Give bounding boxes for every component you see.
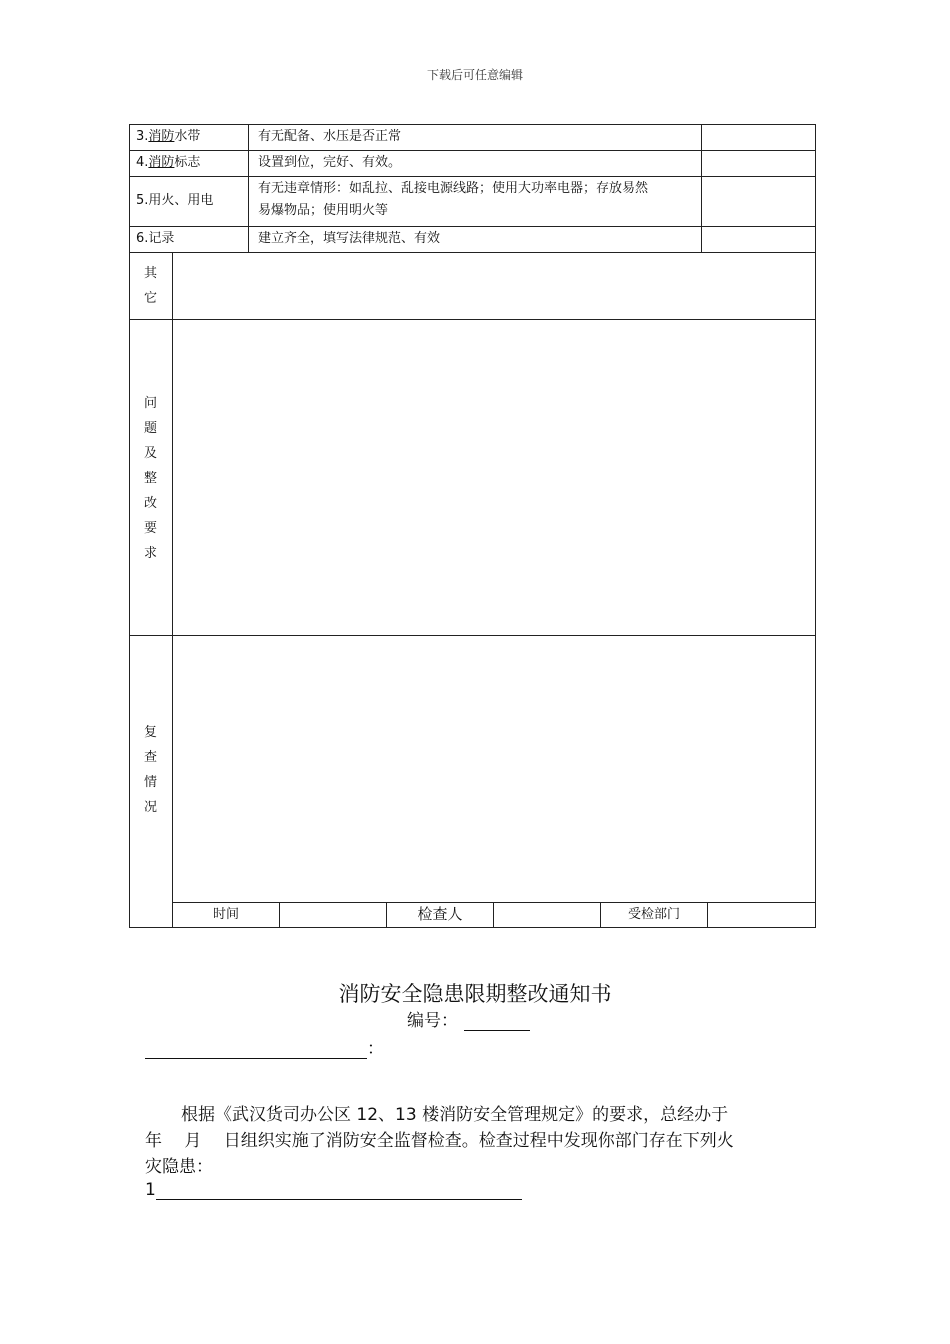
check-item [136,228,174,250]
issues-content-area[interactable] [173,320,815,635]
check-item [136,152,200,174]
check-item [136,190,213,212]
review-content-area[interactable] [173,636,815,902]
label-char: 其 [143,266,157,281]
hazard-item-blank[interactable] [156,1183,522,1200]
check-item-name: 记录 [148,231,175,246]
label-char: 整 [143,471,157,486]
hazard-item [145,1180,522,1200]
result-cell[interactable] [702,177,815,226]
label-char: 况 [143,800,157,815]
col-divider [248,124,249,252]
serial-number [407,1006,530,1031]
addressee-colon: ： [367,1039,384,1059]
department-field[interactable] [708,903,815,927]
label-char: 求 [143,546,157,561]
check-item-name: 水带 [174,129,201,144]
paragraph-line: 灾隐患： [145,1157,213,1177]
paragraph-line: 根据《武汉货司办公区 12、13 楼消防安全管理规定》的要求，总经办于 [181,1105,729,1125]
addressee-blank[interactable] [145,1042,367,1059]
label-char: 情 [143,775,157,790]
check-item-number: 6. [136,231,149,246]
check-item-name-underlined: 消防 [148,129,175,144]
result-cell[interactable] [702,227,815,252]
check-item-number: 3. [136,129,149,144]
check-item-number: 4. [136,155,149,170]
header-note: 下载后可任意编辑 [426,68,523,82]
label-char: 它 [143,291,157,306]
label-char: 要 [143,521,157,536]
check-content-line: 易爆物品；使用明火等 [258,203,389,218]
paragraph-line: 年 月 日组织实施了消防安全监督检查。检查过程中发现你部门存在下列火 [145,1131,734,1151]
time-field[interactable] [280,903,386,927]
check-item-number: 5. [136,193,149,208]
label-char: 改 [143,496,157,511]
check-item [136,126,200,148]
label-char: 问 [143,396,157,411]
addressee [145,1034,384,1059]
check-content: 建立齐全，填写法律规范、有效 [258,231,441,246]
section-label-issues [129,391,172,566]
check-content: 设置到位，完好、有效。 [258,155,402,170]
check-item-name: 用火、用电 [148,193,214,208]
other-content-area[interactable] [173,253,815,319]
serial-blank[interactable] [464,1014,530,1031]
time-label: 时间 [212,907,239,922]
label-char: 题 [143,421,157,436]
label-char: 查 [143,750,157,765]
serial-label: 编号： [407,1011,458,1031]
department-label: 受检部门 [627,907,680,922]
result-cell[interactable] [702,125,815,150]
check-item-name: 标志 [174,155,201,170]
section-label-review [129,720,172,820]
inspector-field[interactable] [494,903,600,927]
section-label-other [129,261,172,311]
label-char: 复 [143,725,157,740]
notice-paragraph [145,1102,805,1180]
notice-title: 消防安全隐患限期整改通知书 [338,982,612,1006]
check-content: 有无配备、水压是否正常 [258,129,402,144]
label-char: 及 [143,446,157,461]
check-content [258,178,698,222]
check-content-line: 有无违章情形：如乱拉、乱接电源线路；使用大功率电器；存放易然 [258,181,649,196]
check-item-name-underlined: 消防 [148,155,175,170]
result-cell[interactable] [702,151,815,176]
hazard-item-number: 1 [145,1180,156,1200]
inspector-label: 检查人 [417,905,463,923]
